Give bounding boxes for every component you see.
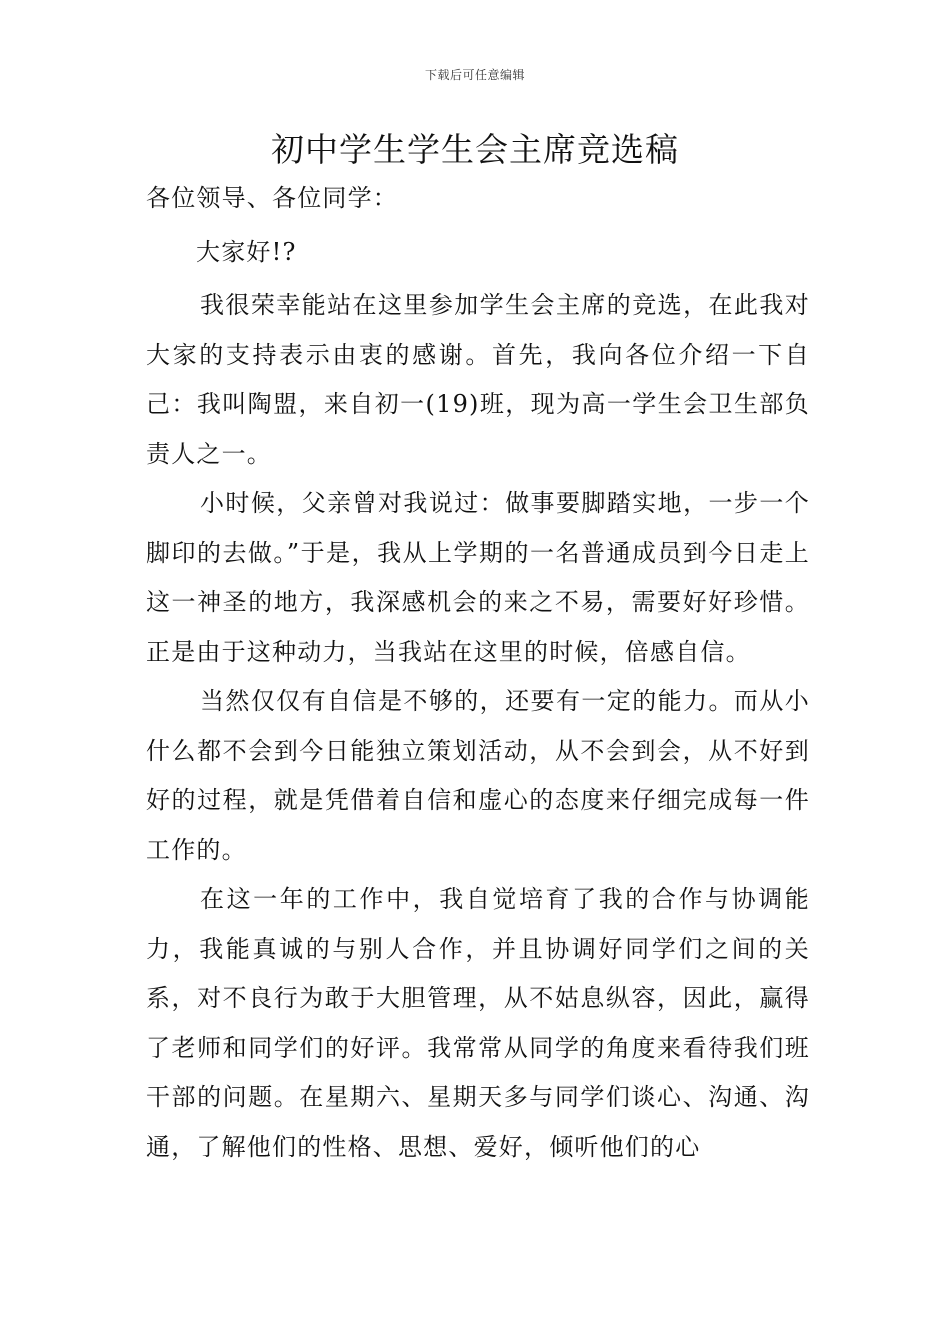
document-body <box>146 174 810 1172</box>
salutation: 各位领导、各位同学： <box>146 184 398 212</box>
greeting: 大家好!? <box>196 237 297 266</box>
paragraph-2: 小时候，父亲曾对我说过：做事要脚踏实地，一步一个脚印的去做。”于是，我从上学期的一名普通成员到今日走上这一神圣的地方，我深感机会的来之不易，需要好好珍惜。正是由于这种动力，当我站在这里的时候，倍感自信。 <box>146 489 810 666</box>
paragraph-1: 我很荣幸能站在这里参加学生会主席的竞选，在此我对大家的支持表示由衷的感谢。首先，我向各位介绍一下自己：我叫陶盟，来自初一(19)班，现为高一学生会卫生部负责人之一。 <box>146 291 810 468</box>
document-title: 初中学生学生会主席竞选稿 <box>271 130 679 169</box>
header-note: 下载后可任意编辑 <box>424 68 525 82</box>
paragraph-4: 在这一年的工作中，我自觉培育了我的合作与协调能力，我能真诚的与别人合作，并且协调好同学们之间的关系，对不良行为敢于大胆管理，从不姑息纵容，因此，赢得了老师和同学们的好评。我常常从同学的角度来看待我们班干部的问题。在星期六、星期天多与同学们谈心、沟通、沟通，了解他们的性格、思想、爱好，倾听他们的心 <box>146 885 810 1161</box>
paragraph-3: 当然仅仅有自信是不够的，还要有一定的能力。而从小什么都不会到今日能独立策划活动，从不会到会，从不好到好的过程，就是凭借着自信和虚心的态度来仔细完成每一件工作的。 <box>146 687 810 864</box>
